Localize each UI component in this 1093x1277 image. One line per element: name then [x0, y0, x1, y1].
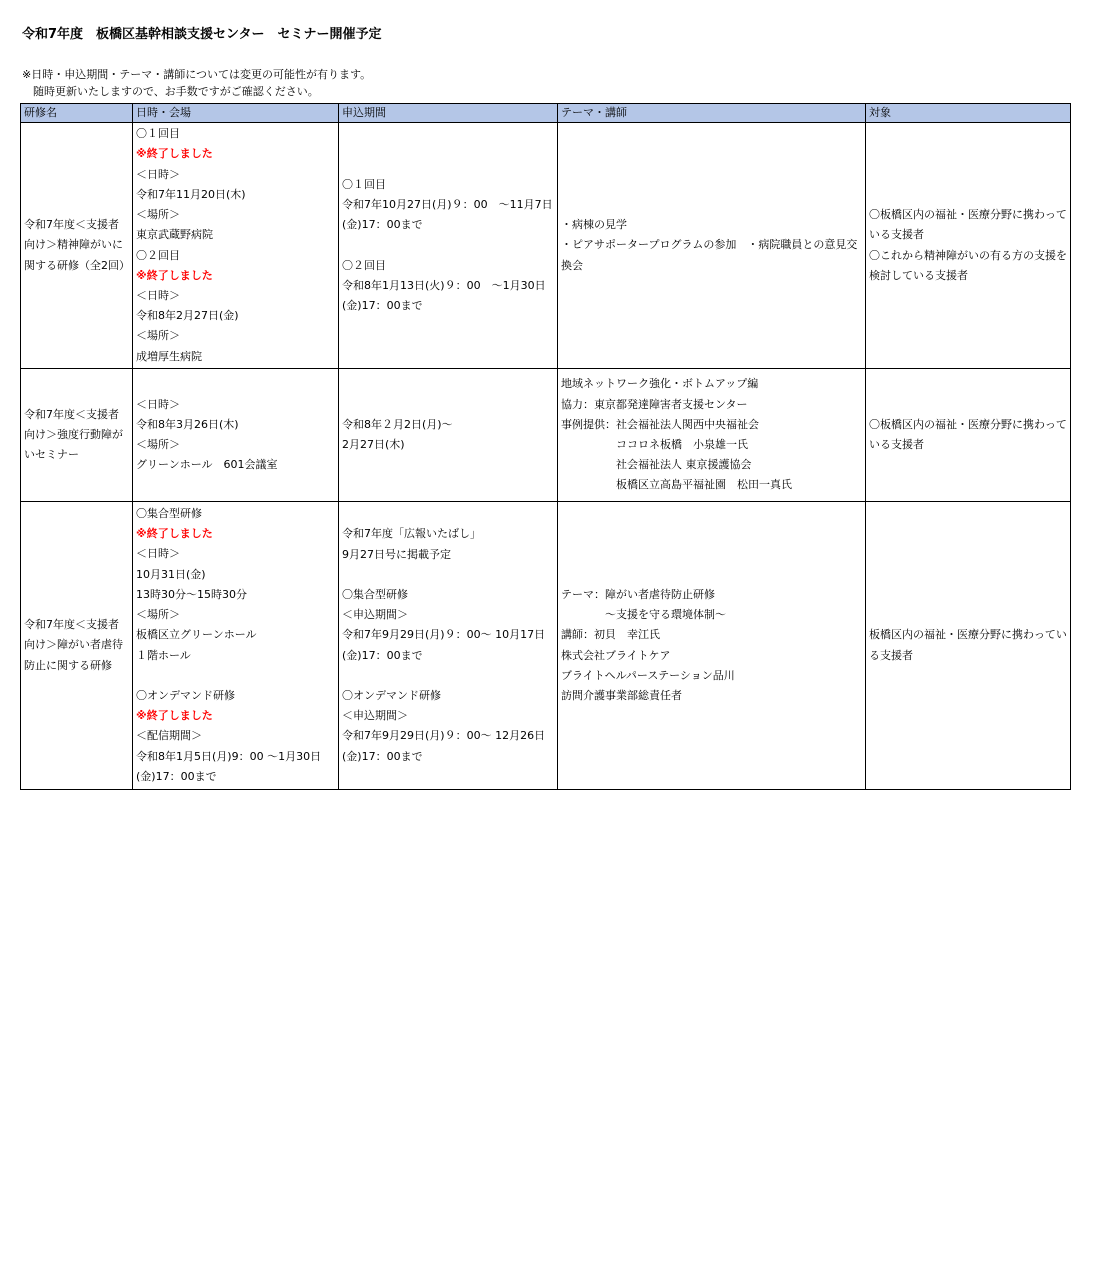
schedule-line: 令和8年3月26日(木)	[136, 417, 239, 431]
theme-line: ・ピアサポータープログラムの参加 ・病院職員との意見交換会	[561, 238, 858, 272]
application-line: 9月27日号に掲載予定	[342, 547, 451, 561]
application-line: ＜申込期間＞	[342, 709, 408, 723]
seminar-name-cell	[21, 369, 133, 502]
table-header-row	[21, 104, 1071, 123]
application-line: 令和8年２月2日(月)～	[342, 417, 453, 431]
target-line: 〇板橋区内の福祉・医療分野に携わっている支援者	[869, 417, 1067, 451]
theme-line: 事例提供：社会福祉法人関西中央福祉会	[561, 417, 759, 431]
application-cell	[339, 502, 558, 790]
schedule-line: 〇集合型研修	[136, 507, 202, 521]
theme-cell	[558, 502, 866, 790]
theme-line: 株式会社ブライトケア	[561, 648, 671, 662]
theme-line: 講師：初貝 幸江氏	[561, 628, 660, 642]
schedule-cell	[133, 502, 339, 790]
application-line: 〇１回目	[342, 177, 386, 191]
target-cell	[866, 123, 1071, 369]
schedule-line: ＜配信期間＞	[136, 729, 202, 743]
finished-notice: ※終了しました	[136, 147, 213, 161]
schedule-line: 13時30分～15時30分	[136, 587, 247, 601]
column-header-target: 対象	[866, 104, 1071, 123]
application-cell	[339, 123, 558, 369]
application-line: 令和7年9月29日(月)９：00～ 10月17日(金)17：00まで	[342, 628, 546, 662]
application-line: 〇２回目	[342, 258, 386, 272]
schedule-cell	[133, 369, 339, 502]
finished-notice: ※終了しました	[136, 527, 213, 541]
application-line	[342, 235, 554, 255]
schedule-line	[136, 666, 335, 686]
seminar-name: 令和7年度＜支援者向け＞精神障がいに関する研修（全2回）	[24, 218, 130, 272]
schedule-line: 〇１回目	[136, 127, 180, 141]
application-line: 2月27日(木)	[342, 438, 405, 451]
column-header-application: 申込期間	[339, 104, 558, 123]
theme-line: 社会福祉法人 東京援護協会	[561, 458, 752, 472]
note-line: 随時更新いたしますので、お手数ですがご確認ください。	[22, 85, 319, 98]
application-cell	[339, 369, 558, 502]
target-line: 〇板橋区内の福祉・医療分野に携わっている支援者	[869, 208, 1067, 242]
column-header-name: 研修名	[21, 104, 133, 123]
seminar-table	[20, 103, 1071, 790]
column-header-schedule: 日時・会場	[133, 104, 339, 123]
application-line	[342, 666, 554, 686]
schedule-line: ＜日時＞	[136, 167, 180, 181]
schedule-line: 〇２回目	[136, 248, 180, 262]
notes	[22, 66, 371, 100]
schedule-line: ＜場所＞	[136, 208, 180, 222]
theme-line: 訪問介護事業部総責任者	[561, 688, 682, 702]
theme-cell	[558, 123, 866, 369]
target-line: 板橋区内の福祉・医療分野に携わっている支援者	[869, 628, 1067, 662]
seminar-name: 令和7年度＜支援者向け＞強度行動障がいセミナー	[24, 407, 123, 462]
schedule-line: ＜日時＞	[136, 397, 180, 411]
schedule-line: 〇オンデマンド研修	[136, 688, 235, 702]
schedule-cell	[133, 123, 339, 369]
schedule-line: 令和8年2月27日(金)	[136, 309, 239, 323]
application-line: 〇オンデマンド研修	[342, 688, 441, 702]
schedule-line: 10月31日(金)	[136, 567, 206, 581]
theme-line: テーマ：障がい者虐待防止研修	[561, 587, 715, 601]
finished-notice: ※終了しました	[136, 268, 213, 282]
application-line: 〇集合型研修	[342, 587, 408, 601]
application-line: 令和7年9月29日(月)９：00～ 12月26日(金)17：00まで	[342, 729, 546, 763]
schedule-line: 令和7年11月20日(木)	[136, 187, 246, 201]
schedule-line: １階ホール	[136, 648, 191, 662]
application-line: ＜申込期間＞	[342, 608, 408, 622]
theme-line: ～支援を守る環境体制～	[561, 608, 726, 622]
target-cell	[866, 369, 1071, 502]
table-row	[21, 502, 1071, 790]
schedule-line: ＜場所＞	[136, 608, 180, 622]
target-cell	[866, 502, 1071, 790]
theme-line: ココロネ板橋 小泉雄一氏	[561, 438, 748, 451]
seminar-name-cell	[21, 123, 133, 369]
application-line: 令和7年10月27日(月)９：00 ～11月7日(金)17：00まで	[342, 198, 553, 232]
finished-notice: ※終了しました	[136, 709, 213, 723]
theme-line: ・病棟の見学	[561, 218, 627, 232]
schedule-line: ＜場所＞	[136, 329, 180, 343]
table-row	[21, 369, 1071, 502]
target-line: 〇これから精神障がいの有る方の支援を検討している支援者	[869, 248, 1067, 282]
table-row	[21, 123, 1071, 369]
note-line: ※日時・申込期間・テーマ・講師については変更の可能性が有ります。	[22, 68, 372, 81]
seminar-name-cell	[21, 502, 133, 790]
theme-line: ブライトヘルパーステーション品川	[561, 668, 735, 682]
schedule-line: 令和8年1月5日(月)9：00 ～1月30日(金)17：00まで	[136, 749, 322, 783]
theme-line: 板橋区立高島平福祉園 松田一真氏	[561, 478, 792, 492]
theme-line: 協力：東京都発達障害者支援センター	[561, 397, 748, 411]
schedule-line: 板橋区立グリーンホール	[136, 628, 257, 642]
page-title: 令和7年度 板橋区基幹相談支援センター セミナー開催予定	[22, 27, 382, 42]
schedule-line: ＜場所＞	[136, 438, 180, 451]
seminar-name: 令和7年度＜支援者向け＞障がい者虐待防止に関する研修	[24, 618, 123, 672]
schedule-line: ＜日時＞	[136, 288, 180, 302]
schedule-line: 東京武蔵野病院	[136, 228, 213, 242]
theme-cell	[558, 369, 866, 502]
schedule-line: 成増厚生病院	[136, 349, 202, 363]
schedule-line: ＜日時＞	[136, 547, 180, 561]
theme-line: 地域ネットワーク強化・ボトムアップ編	[561, 377, 759, 391]
application-line: 令和8年1月13日(火)９：00 ～1月30日(金)17：00まで	[342, 278, 546, 312]
application-line	[342, 565, 554, 585]
application-line: 令和7年度「広報いたばし」	[342, 527, 481, 541]
schedule-line: グリーンホール 601会議室	[136, 458, 278, 472]
column-header-theme: テーマ・講師	[558, 104, 866, 123]
